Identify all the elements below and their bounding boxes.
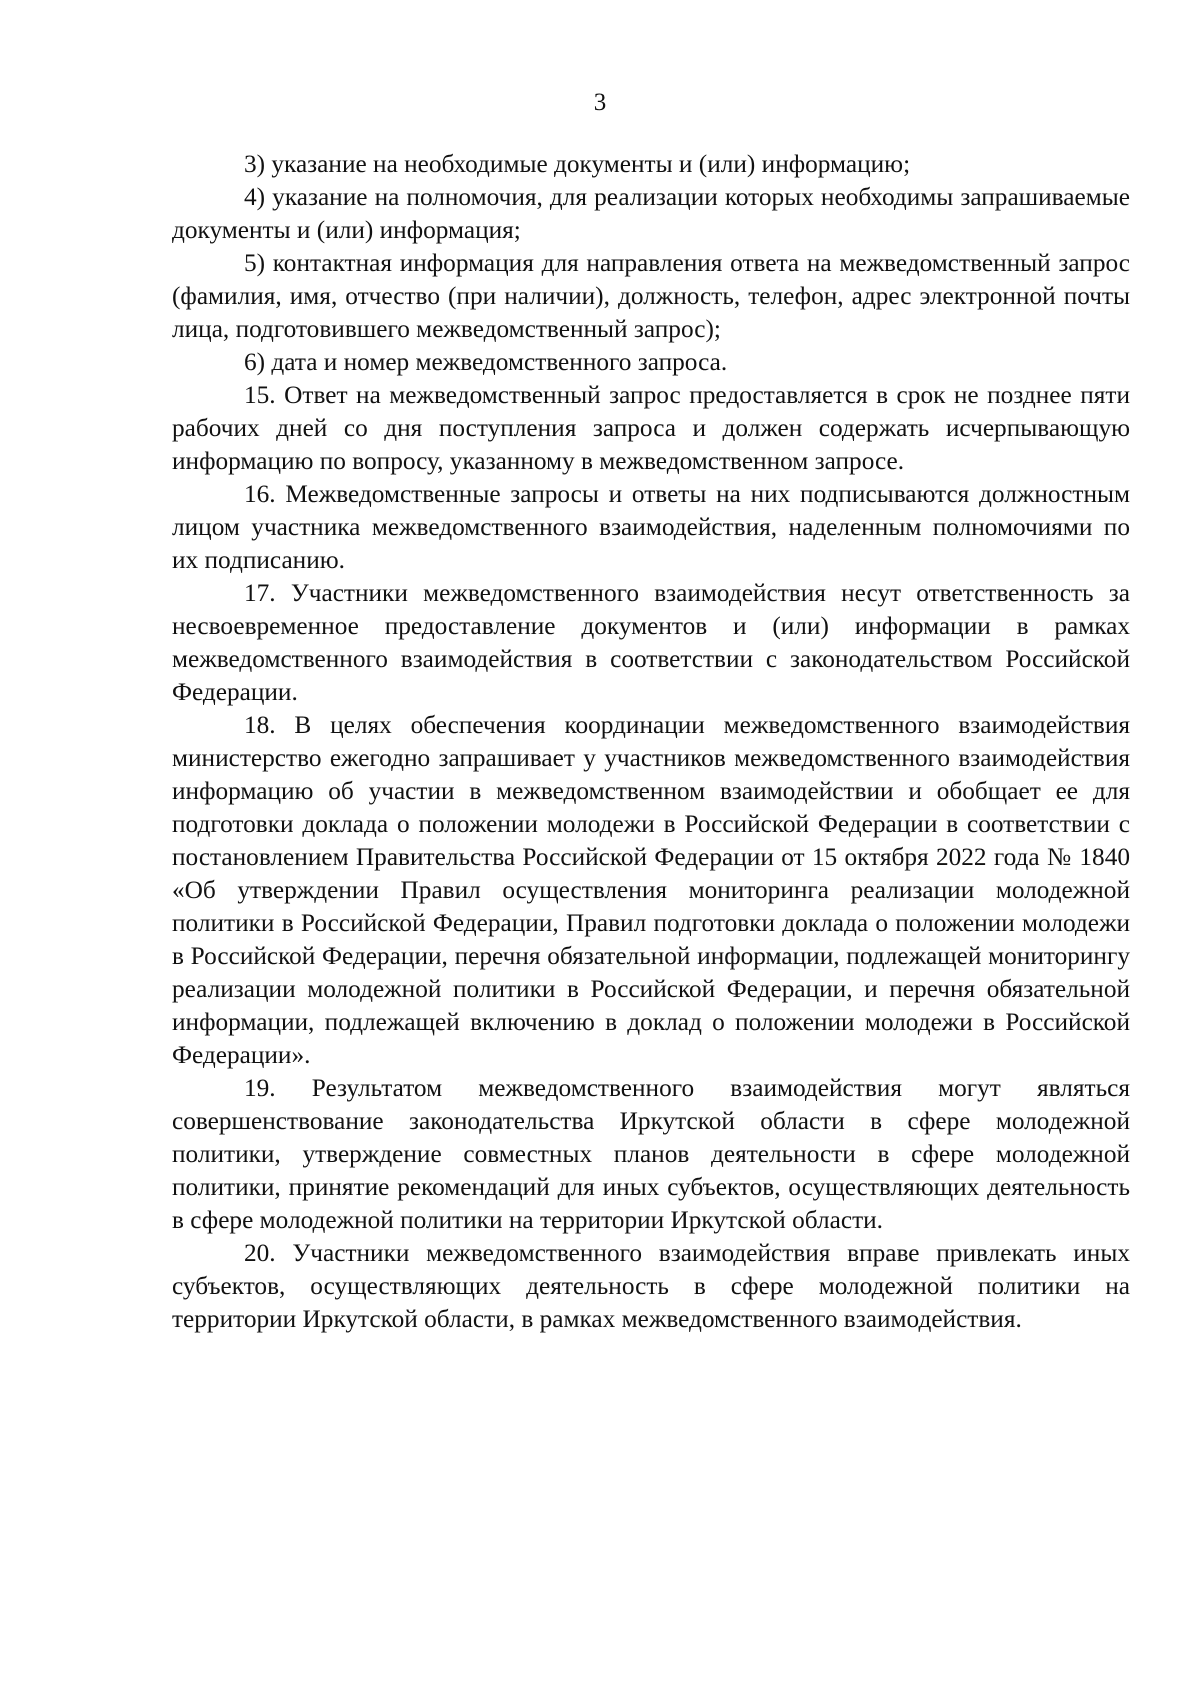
- list-item-6: 6) дата и номер межведомственного запроса.: [244, 348, 728, 376]
- clause-20: 20. Участники межведомственного взаимодействия вправе привлекать иных субъектов, осуществляющих деятельность в сфере молодежной политики на территории Иркутской области, в рамках межведомственного взаимодействия.: [172, 1239, 1130, 1333]
- clause-18: 18. В целях обеспечения координации межведомственного взаимодействия министерство ежегодно запрашивает у участников межведомственного взаимодействия информацию об участии в межведомственном взаимодействии и обобщает ее для подготовки доклада о положении молодежи в Российской Федерации в соответствии с постановлением Правительства Российской Федерации от 15 октября 2022 года № 1840 «Об утверждении Правил осуществления мониторинга реализации молодежной политики в Российской Федерации, Правил подготовки доклада о положении молодежи в Российской Федерации, перечня обязательной информации, подлежащей мониторингу реализации молодежной политики в Российской Федерации, и перечня обязательной информации, подлежащей включению в доклад о положении молодежи в Российской Федерации».: [172, 711, 1130, 1069]
- clause-17: 17. Участники межведомственного взаимодействия несут ответственность за несвоевременное предоставление документов и (или) информации в рамках межведомственного взаимодействия в соответствии с законодательством Российской Федерации.: [172, 579, 1130, 706]
- list-item-4: 4) указание на полномочия, для реализации которых необходимы запрашиваемые документы и (или) информация;: [172, 183, 1130, 244]
- clause-15: 15. Ответ на межведомственный запрос предоставляется в срок не позднее пяти рабочих дней со дня поступления запроса и должен содержать исчерпывающую информацию по вопросу, указанному в межведомственном запросе.: [172, 381, 1130, 475]
- list-item-5: 5) контактная информация для направления ответа на межведомственный запрос (фамилия, имя, отчество (при наличии), должность, телефон, адрес электронной почты лица, подготовившего межведомственный запрос);: [172, 249, 1130, 343]
- document-body: [172, 148, 1130, 1336]
- list-item-3: 3) указание на необходимые документы и (или) информацию;: [244, 150, 911, 178]
- page-number: 3: [593, 89, 607, 116]
- clause-19: 19. Результатом межведомственного взаимодействия могут являться совершенствование законодательства Иркутской области в сфере молодежной политики, утверждение совместных планов деятельности в сфере молодежной политики, принятие рекомендаций для иных субъектов, осуществляющих деятельность в сфере молодежной политики на территории Иркутской области.: [172, 1074, 1130, 1234]
- clause-16: 16. Межведомственные запросы и ответы на них подписываются должностным лицом участника межведомственного взаимодействия, наделенным полномочиями по их подписанию.: [172, 480, 1130, 574]
